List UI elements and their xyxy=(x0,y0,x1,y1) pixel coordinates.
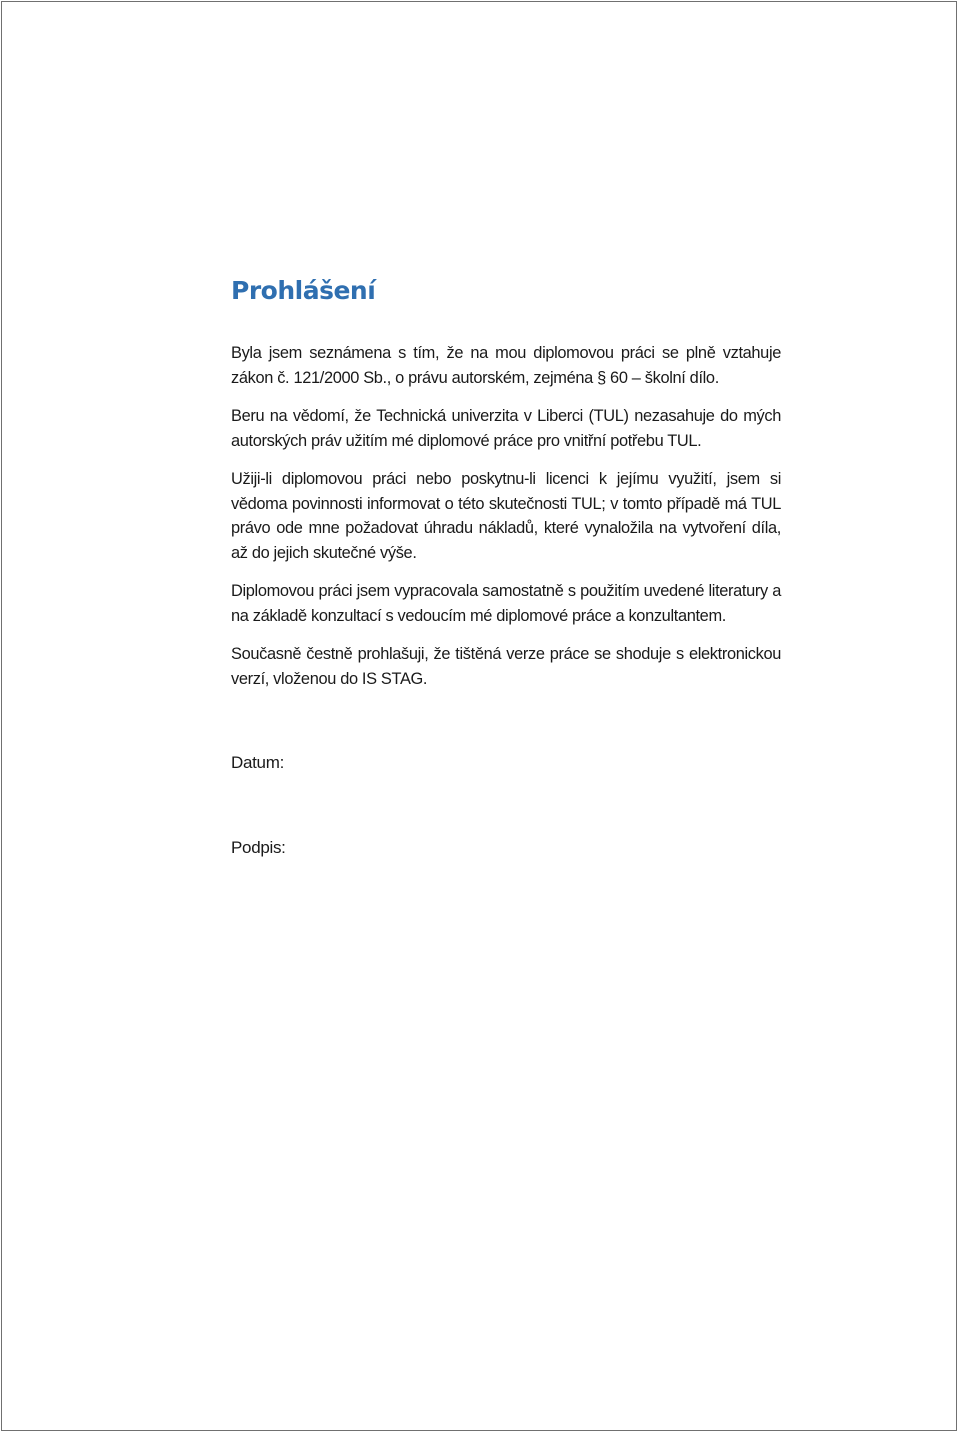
paragraph-independent-work: Diplomovou práci jsem vypracovala samostatně s použitím uvedené literatury a na základě konzultací s vedoucím mé diplomové práce a konzultantem. xyxy=(231,582,781,625)
page-title: Prohlášení xyxy=(231,276,376,305)
paragraph-tul-usage: Beru na vědomí, že Technická univerzita v Liberci (TUL) nezasahuje do mých autorských práv užitím mé diplomové práce pro vnitřní potřebu TUL. xyxy=(231,407,781,450)
page xyxy=(1,1,957,1431)
declaration-section xyxy=(231,274,781,860)
paragraph-copyright-law: Byla jsem seznámena s tím, že na mou diplomovou práci se plně vztahuje zákon č. 121/2000 Sb., o právu autorském, zejména § 60 – školní dílo. xyxy=(231,344,781,387)
date-label: Datum: xyxy=(231,753,284,772)
signature-label: Podpis: xyxy=(231,838,286,857)
paragraph-print-version: Současně čestně prohlašuji, že tištěná verze práce se shoduje s elektronickou verzí, vloženou do IS STAG. xyxy=(231,645,781,688)
paragraph-license-obligation: Užiji-li diplomovou práci nebo poskytnu-li licenci k jejímu využití, jsem si vědoma povinnosti informovat o této skutečnosti TUL; v tomto případě má TUL právo ode mne požadovat úhradu nákladů, které vynaložila na vytvoření díla, až do jejich skutečné výše. xyxy=(231,470,781,562)
